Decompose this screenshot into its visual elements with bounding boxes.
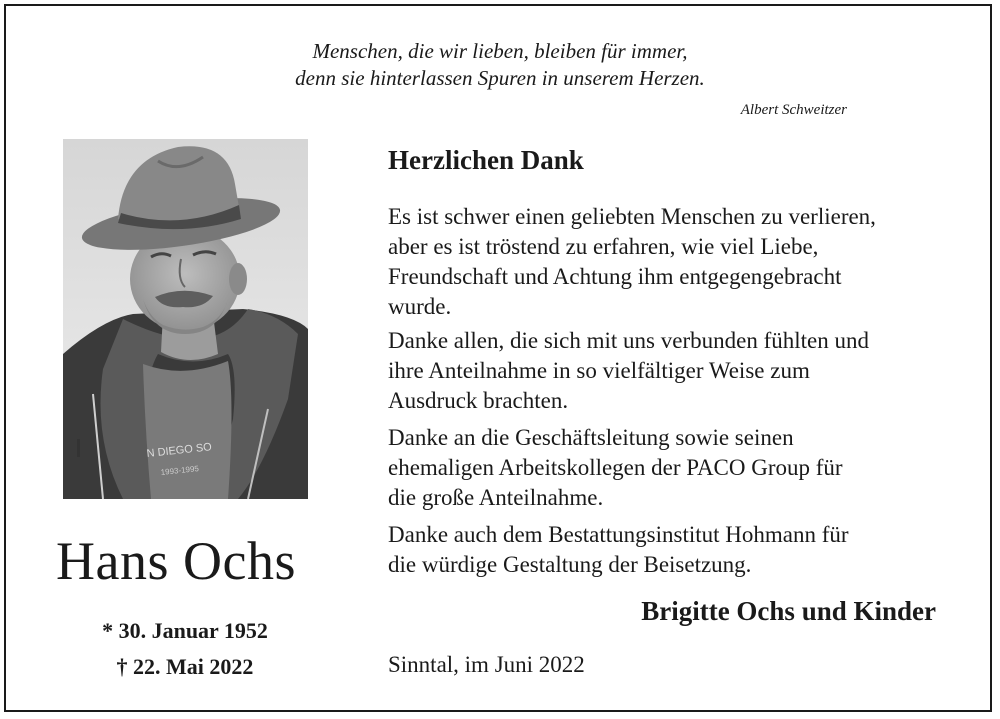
paragraph-line: ehemaligen Arbeitskollegen der PACO Group für: [388, 455, 843, 480]
thanks-heading: Herzlichen Dank: [388, 145, 584, 175]
shirt-print-years: 1993-1995: [160, 464, 200, 477]
paragraph-line: Danke allen, die sich mit uns verbunden fühlten und: [388, 328, 869, 353]
shirt-print-text: N DIEGO SO: [146, 441, 213, 460]
paragraph-line: ihre Anteilnahme in so vielfältiger Weise zum: [388, 358, 810, 383]
thanks-paragraph: [388, 326, 948, 416]
paragraph-line: Es ist schwer einen geliebten Menschen zu verlieren,: [388, 204, 876, 229]
paragraph-line: wurde.: [388, 294, 452, 319]
place-and-date: Sinntal, im Juni 2022: [388, 652, 585, 677]
paragraph-line: Danke an die Geschäftsleitung sowie seinen: [388, 425, 794, 450]
paragraph-line: die würdige Gestaltung der Beisetzung.: [388, 552, 752, 577]
thanks-paragraph: [388, 202, 948, 322]
thanks-paragraph: [388, 520, 948, 580]
death-date: † 22. Mai 2022: [116, 654, 254, 679]
quote-author: Albert Schweitzer: [740, 102, 847, 118]
quote-line-2: denn sie hinterlassen Spuren in unserem Herzen.: [295, 66, 705, 90]
paragraph-line: Danke auch dem Bestattungsinstitut Hohmann für: [388, 522, 849, 547]
deceased-name: Hans Ochs: [56, 531, 296, 591]
thanks-paragraph: [388, 423, 948, 513]
paragraph-line: aber es ist tröstend zu erfahren, wie viel Liebe,: [388, 234, 819, 259]
paragraph-line: die große Anteilnahme.: [388, 485, 604, 510]
paragraph-line: Freundschaft und Achtung ihm entgegengebracht: [388, 264, 842, 289]
paragraph-line: Ausdruck brachten.: [388, 388, 569, 413]
birth-date: * 30. Januar 1952: [102, 618, 268, 643]
family-signature: Brigitte Ochs und Kinder: [641, 596, 936, 626]
portrait-photo: [63, 139, 308, 499]
quote-line-1: Menschen, die wir lieben, bleiben für immer,: [312, 39, 688, 63]
